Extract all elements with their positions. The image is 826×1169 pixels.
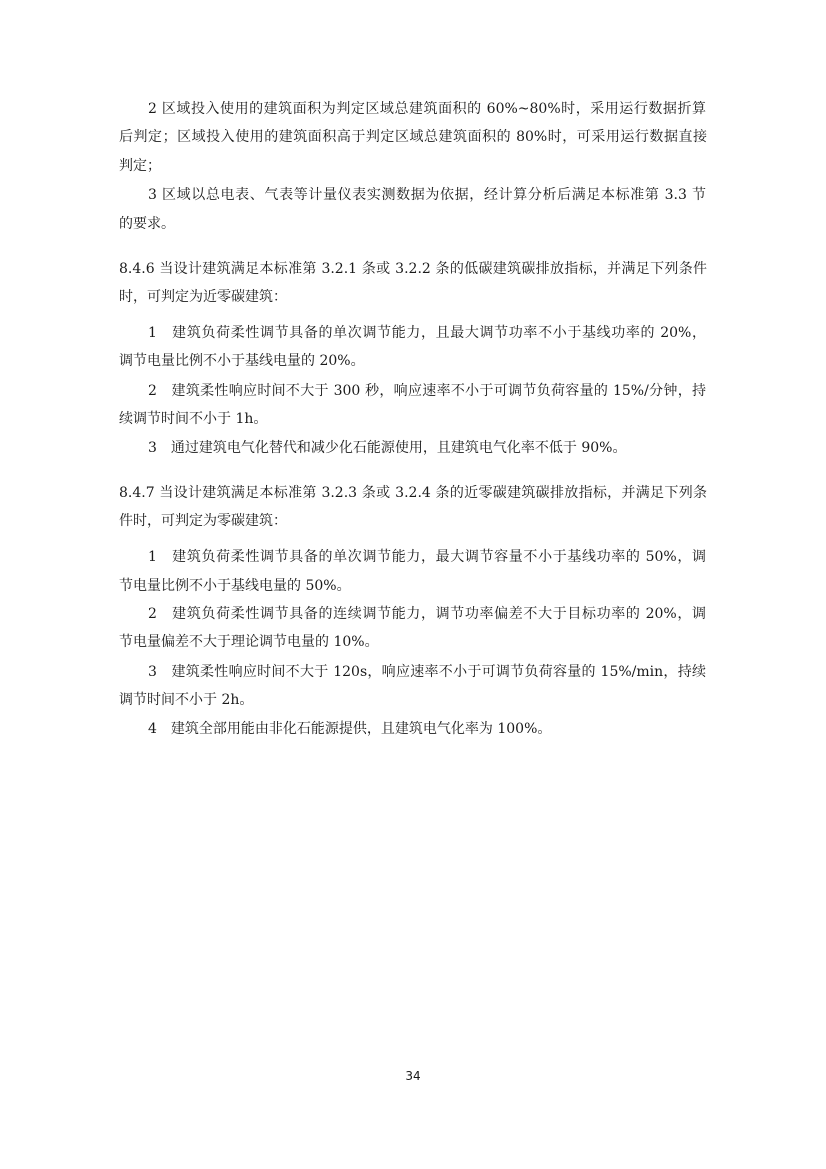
text-line: 调节电量比例不小于基线电量的 20%。 — [119, 353, 365, 369]
page-number: 34 — [405, 1069, 421, 1083]
text-line: 时，可判定为近零碳建筑： — [119, 289, 287, 305]
clause-heading-8-4-6: 8.4.6 当设计建筑满足本标准第 3.2.1 条或 3.2.2 条的低碳建筑碳排放指标，并满足下列条件 — [119, 261, 707, 277]
text-line: 节电量比例不小于基线电量的 50%。 — [119, 578, 351, 594]
list-item: 1 建筑负荷柔性调节具备的单次调节能力，且最大调节功率不小于基线功率的 20%， — [148, 325, 706, 341]
text-line: 判定； — [119, 158, 161, 174]
list-item: 4 建筑全部用能由非化石能源提供，且建筑电气化率为 100%。 — [148, 721, 552, 737]
list-item: 2 建筑柔性响应时间不大于 300 秒，响应速率不小于可调节负荷容量的 15%/分钟，持 — [148, 383, 706, 399]
list-item: 1 建筑负荷柔性调节具备的单次调节能力，最大调节容量不小于基线功率的 50%，调 — [148, 549, 706, 565]
list-item: 3 建筑柔性响应时间不大于 120s，响应速率不小于可调节负荷容量的 15%/min，持续 — [148, 664, 706, 680]
text-line: 节电量偏差不大于理论调节电量的 10%。 — [119, 634, 379, 650]
text-line: 件时，可判定为零碳建筑： — [119, 513, 287, 529]
text-line: 3 区域以总电表、气表等计量仪表实测数据为依据，经计算分析后满足本标准第 3.3 节 — [148, 187, 706, 203]
list-item: 2 建筑负荷柔性调节具备的连续调节能力，调节功率偏差不大于目标功率的 20%，调 — [148, 606, 706, 622]
text-line: 续调节时间不小于 1h。 — [119, 411, 268, 427]
list-item: 3 通过建筑电气化替代和减少化石能源使用，且建筑电气化率不低于 90%。 — [148, 440, 627, 456]
text-line: 的要求。 — [119, 216, 175, 232]
clause-heading-8-4-7: 8.4.7 当设计建筑满足本标准第 3.2.3 条或 3.2.4 条的近零碳建筑碳排放指标，并满足下列条 — [119, 485, 707, 501]
text-line: 调节时间不小于 2h。 — [119, 692, 254, 708]
text-line: 2 区域投入使用的建筑面积为判定区域总建筑面积的 60%~80%时，采用运行数据折算 — [148, 101, 706, 117]
text-line: 后判定；区域投入使用的建筑面积高于判定区域总建筑面积的 80%时，可采用运行数据直接 — [119, 129, 707, 145]
